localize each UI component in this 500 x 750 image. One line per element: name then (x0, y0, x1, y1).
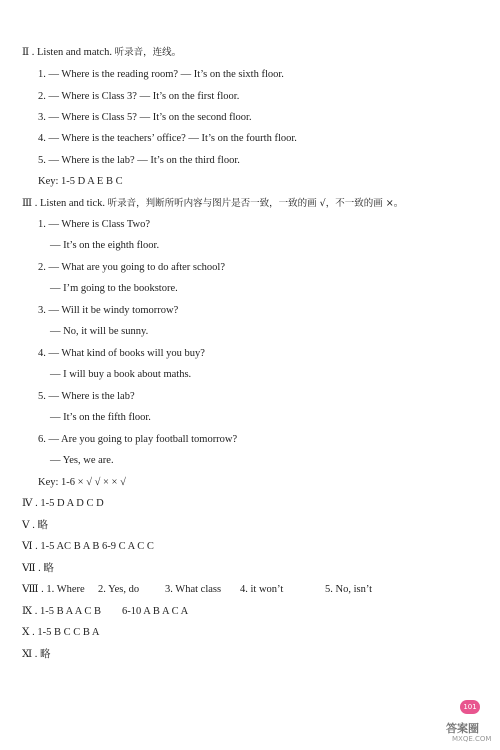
question: 3. — Will it be windy tomorrow? (38, 305, 179, 316)
section7-answers: Ⅶ . 略 (22, 563, 54, 574)
list-item: 2. — Where is Class 3? — It’s on the first floor. (38, 91, 240, 102)
section11-answers: Ⅺ . 略 (22, 649, 51, 660)
section8-item: 4. it won’t (240, 584, 284, 595)
answer: — I will buy a book about maths. (50, 369, 192, 380)
question: 4. — What kind of books will you buy? (38, 348, 205, 359)
answer: — No, it will be sunny. (50, 326, 149, 337)
section8-item: 2. Yes, do (98, 584, 140, 595)
question: 6. — Are you going to play football tomorrow? (38, 434, 238, 445)
section5-answers: Ⅴ . 略 (22, 520, 48, 531)
answer: — I’m going to the bookstore. (50, 283, 178, 294)
answer: — It’s on the eighth floor. (50, 240, 160, 251)
section8-label: Ⅷ . 1. Where (22, 584, 85, 595)
answer: — Yes, we are. (50, 455, 114, 466)
answer-key: Key: 1-5 D A E B C (38, 176, 123, 187)
list-item: 1. — Where is the reading room? — It’s on the sixth floor. (38, 69, 284, 80)
section8-item: 5. No, isn’t (325, 584, 373, 595)
section2-heading: Ⅱ . Listen and match. 听录音，连线。 (22, 47, 182, 58)
section8-item: 3. What class (165, 584, 222, 595)
list-item: 4. — Where is the teachers’ office? — It’s on the fourth floor. (38, 133, 297, 144)
question: 5. — Where is the lab? (38, 391, 135, 402)
list-item: 3. — Where is Class 5? — It’s on the second floor. (38, 112, 252, 123)
section3-heading: Ⅲ . Listen and tick. 听录音，判断所听内容与图片是否一致，一致的画 √，不一致的画 ×。 (22, 198, 404, 209)
page-number-badge: 101 (460, 700, 480, 714)
answer-key: Key: 1-6 × √ √ × × √ (38, 477, 126, 488)
answer: — It’s on the fifth floor. (50, 412, 151, 423)
section4-answers: Ⅳ . 1-5 D A D C D (22, 498, 104, 509)
section8-answers (22, 583, 482, 597)
list-item: 5. — Where is the lab? — It’s on the third floor. (38, 155, 240, 166)
watermark-logo: 答案圈 (446, 722, 479, 735)
section9-answers: Ⅸ . 1-5 B A A C B 6-10 A B A C A (22, 606, 189, 617)
section10-answers: Ⅹ . 1-5 B C C B A (22, 627, 100, 638)
question: 1. — Where is Class Two? (38, 219, 151, 230)
question: 2. — What are you going to do after school? (38, 262, 226, 273)
section6-answers: Ⅵ . 1-5 AC B A B 6-9 C A C C (22, 541, 154, 552)
watermark-url: MXQE.COM (452, 735, 492, 743)
